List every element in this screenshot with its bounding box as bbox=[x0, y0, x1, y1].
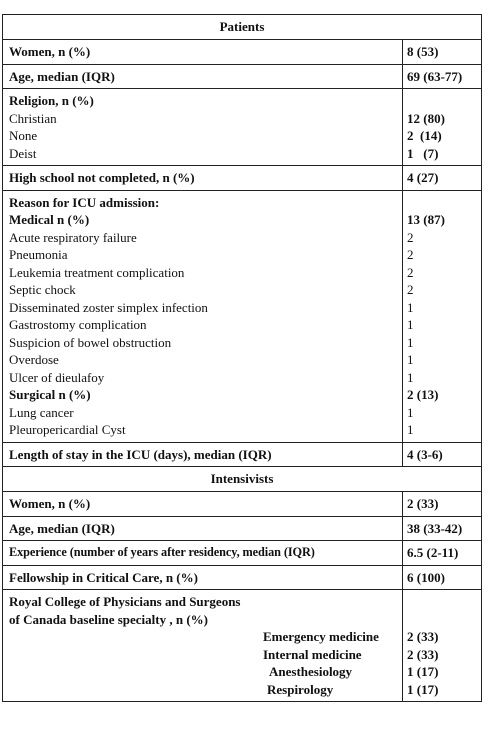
table-row-religion bbox=[3, 89, 481, 166]
medical-item-value: 1 bbox=[407, 352, 414, 367]
row-label: Age, median (IQR) bbox=[3, 65, 403, 89]
table-row bbox=[3, 40, 481, 65]
row-value: 8 (53) bbox=[407, 44, 439, 59]
characteristics-table bbox=[2, 14, 482, 702]
medical-item-label: Ulcer of dieulafoy bbox=[9, 369, 105, 385]
specialty-item-value: 1 (17) bbox=[407, 681, 439, 697]
medical-item-label: Pneumonia bbox=[9, 247, 68, 262]
row-label: Age, median (IQR) bbox=[3, 517, 403, 541]
medical-item-label: Acute respiratory failure bbox=[9, 229, 137, 245]
medical-item-value: 1 bbox=[407, 334, 414, 350]
medical-item-value: 1 bbox=[407, 369, 414, 385]
section-header-patients: Patients bbox=[3, 15, 481, 40]
religion-item-label: None bbox=[9, 128, 38, 143]
surgical-value: 2 (13) bbox=[407, 387, 439, 402]
row-value bbox=[403, 89, 481, 165]
specialty-item-value: 2 (33) bbox=[407, 646, 439, 662]
row-label bbox=[3, 590, 403, 701]
medical-item-label: Leukemia treatment complication bbox=[9, 264, 185, 280]
admission-heading: Reason for ICU admission: bbox=[9, 194, 160, 210]
row-label: Length of stay in the ICU (days), median (IQR) bbox=[3, 443, 403, 467]
surgical-item-label: Lung cancer bbox=[9, 404, 74, 420]
religion-item-value: 2 (14) bbox=[407, 128, 442, 143]
specialty-item-value: 2 (33) bbox=[407, 629, 439, 644]
row-value bbox=[403, 191, 481, 442]
medical-item-value: 2 bbox=[407, 282, 414, 297]
table-row bbox=[3, 492, 481, 517]
religion-item-value: 1 (7) bbox=[407, 145, 439, 161]
table-row-admission bbox=[3, 191, 481, 443]
medical-item-label: Overdose bbox=[9, 352, 59, 367]
specialty-item-label: Emergency medicine bbox=[263, 629, 379, 644]
surgical-item-label: Pleuropericardial Cyst bbox=[9, 422, 126, 437]
specialty-item-label: Anesthesiology bbox=[269, 664, 353, 679]
religion-item-value: 12 (80) bbox=[407, 110, 445, 126]
row-label: Women, n (%) bbox=[3, 492, 403, 516]
table-row bbox=[3, 517, 481, 542]
medical-item-value: 1 bbox=[407, 299, 414, 315]
religion-heading: Religion, n (%) bbox=[9, 93, 94, 108]
medical-value: 13 (87) bbox=[407, 212, 445, 227]
medical-item-value: 2 bbox=[407, 264, 414, 280]
row-value: 4 (27) bbox=[407, 170, 439, 185]
medical-item-label: Disseminated zoster simplex infection bbox=[9, 299, 208, 315]
religion-item-label: Deist bbox=[9, 145, 37, 161]
table-row-specialty bbox=[3, 590, 481, 701]
medical-item-value: 1 bbox=[407, 317, 414, 332]
row-value: 6 (100) bbox=[407, 569, 445, 585]
specialty-item-label: Respirology bbox=[267, 681, 334, 697]
medical-item-label: Gastrostomy complication bbox=[9, 317, 147, 332]
row-label: Fellowship in Critical Care, n (%) bbox=[3, 566, 403, 590]
row-label: High school not completed, n (%) bbox=[3, 166, 403, 190]
table-row bbox=[3, 65, 481, 90]
row-label bbox=[3, 191, 403, 442]
specialty-item-value: 1 (17) bbox=[407, 664, 439, 679]
surgical-heading: Surgical n (%) bbox=[9, 387, 91, 402]
specialty-heading: of Canada baseline specialty , n (%) bbox=[9, 611, 208, 627]
row-value: 4 (3-6) bbox=[407, 446, 443, 462]
specialty-heading: Royal College of Physicians and Surgeons bbox=[9, 594, 241, 609]
table-row bbox=[3, 566, 481, 591]
surgical-item-value: 1 bbox=[407, 404, 414, 420]
table-row bbox=[3, 443, 481, 468]
section-header-intensivists: Intensivists bbox=[3, 467, 481, 492]
surgical-item-value: 1 bbox=[407, 422, 414, 437]
table-row bbox=[3, 541, 481, 566]
row-value bbox=[403, 590, 481, 701]
medical-item-value: 2 bbox=[407, 229, 414, 245]
medical-heading: Medical n (%) bbox=[9, 212, 90, 227]
specialty-item-label: Internal medicine bbox=[263, 646, 362, 662]
table-row bbox=[3, 166, 481, 191]
row-label: Experience (number of years after residency, median (IQR) bbox=[3, 541, 403, 565]
row-value: 69 (63-77) bbox=[407, 68, 463, 84]
medical-item-label: Septic chock bbox=[9, 282, 76, 297]
religion-item-label: Christian bbox=[9, 110, 57, 126]
row-value: 38 (33-42) bbox=[407, 520, 463, 536]
row-value: 2 (33) bbox=[407, 496, 439, 511]
row-label bbox=[3, 89, 403, 165]
row-value: 6.5 (2-11) bbox=[407, 545, 459, 560]
row-label: Women, n (%) bbox=[3, 40, 403, 64]
medical-item-value: 2 bbox=[407, 247, 414, 262]
medical-item-label: Suspicion of bowel obstruction bbox=[9, 334, 172, 350]
